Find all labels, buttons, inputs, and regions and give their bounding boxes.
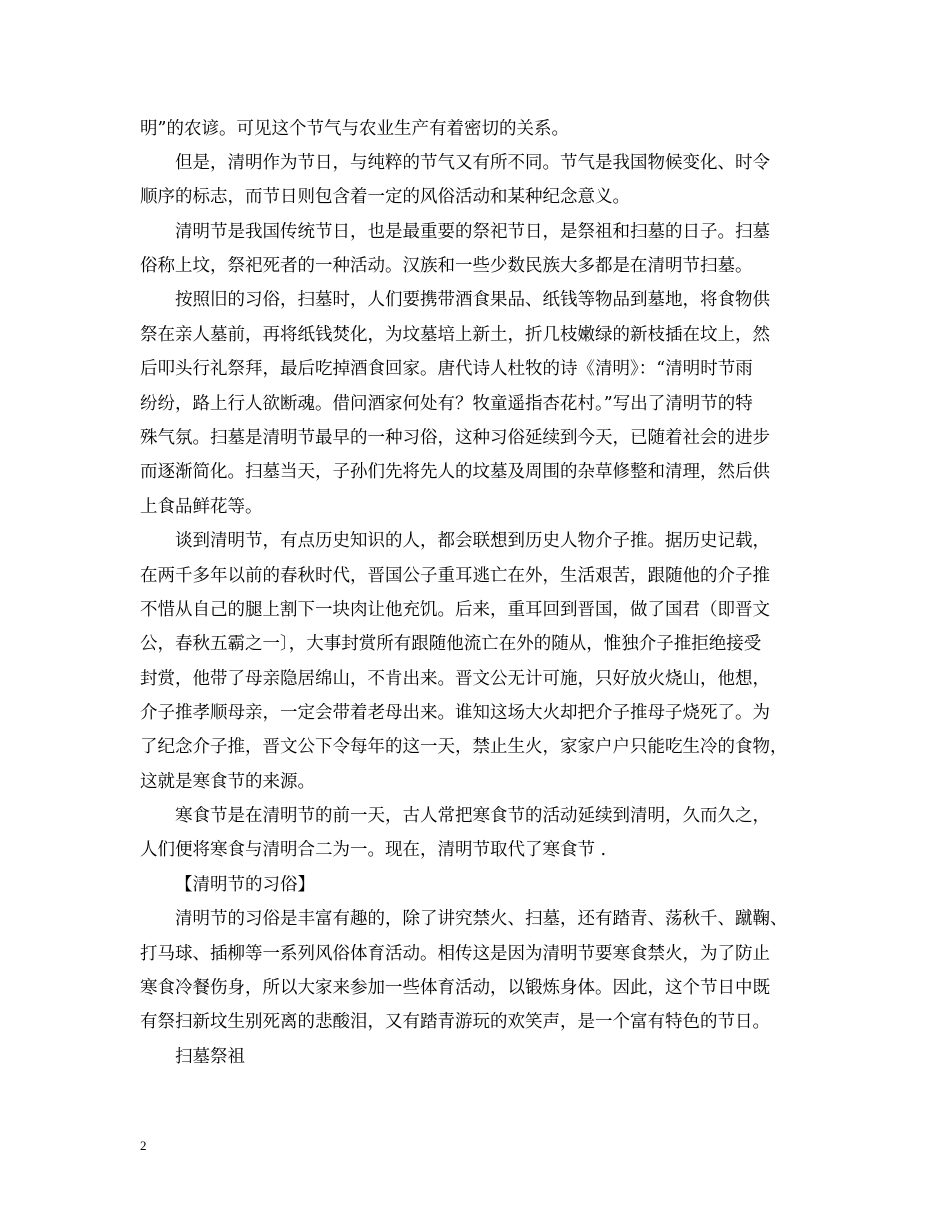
text-line: 但是，清明作为节日，与纯粹的节气又有所不同。节气是我国物候变化、时令 — [175, 153, 770, 173]
text-line: 祭在亲人墓前，再将纸钱焚化，为坟墓培上新土，折几枝嫩绿的新枝插在坟上，然 — [140, 325, 770, 345]
text-line: 公，春秋五霸之一〕，大事封赏所有跟随他流亡在外的随从，惟独介子推拒绝接受 — [140, 634, 762, 654]
text-line: 介子推孝顺母亲，一定会带着老母出来。谁知这场大火却把介子推母子烧死了。为 — [140, 703, 770, 723]
text-line: 在两千多年以前的春秋时代，晋国公子重耳逃亡在外，生活艰苦，跟随他的介子推 — [140, 566, 770, 586]
text-line: 纷纷，路上行人欲断魂。借问酒家何处有？牧童遥指杏花村。”写出了清明节的特 — [140, 394, 753, 414]
text-line: 清明节是我国传统节日，也是最重要的祭祀节日，是祭祖和扫墓的日子。扫墓 — [175, 222, 770, 242]
text-line: 明”的农谚。可见这个节气与农业生产有着密切的关系。 — [140, 119, 569, 139]
text-line: 打马球、插柳等一系列风俗体育活动。相传这是因为清明节要寒食禁火，为了防止 — [140, 944, 770, 964]
page-number: 2 — [140, 1138, 147, 1153]
text-line: 清明节的习俗是丰富有趣的，除了讲究禁火、扫墓，还有踏青、荡秋千、蹴鞠、 — [175, 909, 788, 929]
text-line: 寒食冷餐伤身，所以大家来参加一些体育活动，以锻炼身体。因此，这个节日中既 — [140, 978, 770, 998]
text-line: 顺序的标志，而节日则包含着一定的风俗活动和某种纪念意义。 — [140, 187, 630, 207]
text-line: 了纪念介子推，晋文公下令每年的这一天，禁止生火，家家户户只能吃生冷的食物， — [140, 737, 788, 757]
subheading: 扫墓祭祖 — [175, 1047, 245, 1067]
text-line: 寒食节是在清明节的前一天，古人常把寒食节的活动延续到清明，久而久之， — [175, 806, 770, 826]
text-line: 后叩头行礼祭拜，最后吃掉酒食回家。唐代诗人杜牧的诗《清明》：“清明时节雨 — [140, 359, 753, 379]
text-line: 人们便将寒食与清明合二为一。现在，清明节取代了寒食节 . — [140, 840, 607, 860]
text-line: 这就是寒食节的来源。 — [140, 772, 315, 792]
text-line: 封赏，他带了母亲隐居绵山，不肯出来。晋文公无计可施，只好放火烧山，他想， — [140, 669, 770, 689]
text-line: 而逐渐简化。扫墓当天，子孙们先将先人的坟墓及周围的杂草修整和清理，然后供 — [140, 462, 770, 482]
text-line: 按照旧的习俗，扫墓时，人们要携带酒食果品、纸钱等物品到墓地，将食物供 — [175, 290, 770, 310]
text-line: 不惜从自己的腿上割下一块肉让他充饥。后来，重耳回到晋国，做了国君（即晋文 — [140, 600, 770, 620]
section-heading: 【清明节的习俗】 — [175, 875, 315, 895]
text-line: 俗称上坟，祭祀死者的一种活动。汉族和一些少数民族大多都是在清明节扫墓。 — [140, 256, 753, 276]
text-line: 有祭扫新坟生别死离的悲酸泪，又有踏青游玩的欢笑声，是一个富有特色的节日。 — [140, 1012, 770, 1032]
text-line: 殊气氛。扫墓是清明节最早的一种习俗，这种习俗延续到今天，已随着社会的进步 — [140, 428, 770, 448]
text-line: 上食品鲜花等。 — [140, 497, 263, 517]
text-line: 谈到清明节，有点历史知识的人，都会联想到历史人物介子推。据历史记载， — [175, 531, 770, 551]
